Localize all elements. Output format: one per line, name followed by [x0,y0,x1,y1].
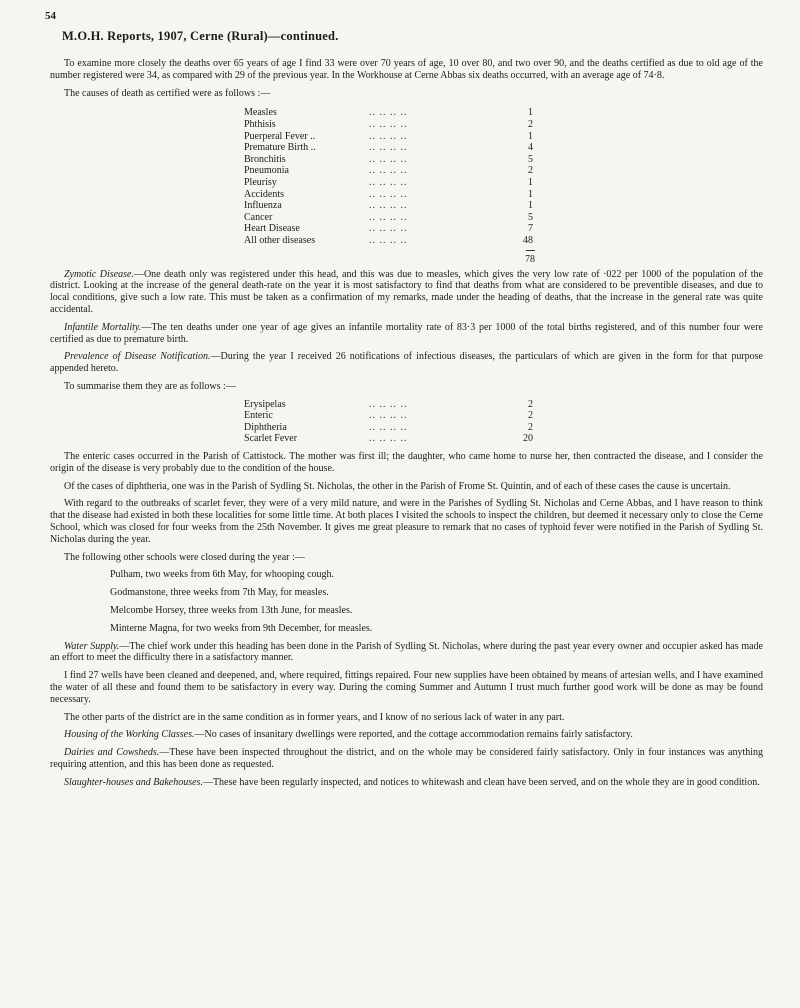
closed-school-item: Pulham, two weeks from 6th May, for whooping cough. [110,569,335,581]
row-value: 2 [528,421,533,433]
enteric-paragraph: The enteric cases occurred in the Parish of Cattistock. The mother was first ill; the daughter, who came home to nurse her, then contracted the disease, and I consider the origin of the disease is very probably due to the condition of the house. [50,451,763,474]
water-text: —The chief work under this heading has been done in the Parish of Sydling St. Nicholas, where during the past year every owner and occupier asked has made an effort to meet the difficulty there in a satisfactory manner. [50,640,763,664]
housing-paragraph [50,729,763,741]
housing-heading: Housing of the Working Classes. [64,729,195,741]
row-label: Cancer [244,211,273,223]
slaughter-paragraph [50,777,763,789]
row-label: Heart Disease [244,223,300,235]
row-value: 2 [528,410,533,422]
infantile-paragraph [50,322,763,346]
dairies-text: —These have been inspected throughout the district, and on the whole may be considered fairly satisfactory. Only in four instances was anything requiring attention, and this has been done as requested. [50,747,764,770]
leader-dots: .. .. .. .. [369,176,408,188]
table-row [244,410,533,422]
other-parts-paragraph: The other parts of the district are in the same condition as in former years, and I know of no serious lack of water in any part. [64,711,565,723]
leader-dots: .. .. .. .. [369,398,408,410]
row-label: Accidents [244,188,284,200]
leader-dots: .. .. .. .. [369,142,408,154]
leader-dots: .. .. .. .. [369,234,408,246]
causes-total-row [244,247,763,269]
closed-school-item: Melcombe Horsey, three weeks from 13th June, for measles. [110,605,353,617]
row-value: 4 [528,142,533,154]
page-header: M.O.H. Reports, 1907, Cerne (Rural)—continued. [62,29,339,43]
leader-dots: .. .. .. .. [369,200,408,212]
water-paragraph [50,641,763,665]
row-value: 7 [528,223,533,235]
row-label: Measles [244,107,277,119]
deaths-paragraph: To examine more closely the deaths over 65 years of age I find 33 were over 70 years of age, 10 over 80, and two over 90, and the deaths certified as due to old age of the number registered were 34, as compared with 29 of the previous year. In the Workhouse at Cerne Abbas six deaths occurred, with an average age of 74·8. [50,58,763,81]
wells-paragraph: I find 27 wells have been cleaned and deepened, and, where required, fittings repaired. Four new supplies have been obtained by means of artesian wells, and I have examined the water of all these and found them to be satisfactory in every way. During the coming Summer and Autumn I trust much further good work will be done as may be found necessary. [50,670,763,705]
leader-dots: .. .. .. .. [369,118,408,130]
causes-of-death-table [244,107,533,246]
zymotic-text: —One death only was registered under this head, and this was due to measles, which gives the very low rate of ·022 per 1000 of the population of the district. Looking at the increase of the general death-rate on the year it is most satisfactory to find that deaths from what are considered to be preventible diseases, and due to local conditions, give such a low rate. This must be taken as a confirmation of my remarks, made under the heading of deaths, that the increase in the general rate was quite accidental. [50,268,763,315]
housing-text: —No cases of insanitary dwellings were reported, and the cottage accommodation remains fairly satisfactory. [194,729,633,741]
table-row [244,189,533,201]
row-value: 1 [528,107,533,119]
row-value: 48 [523,234,533,246]
leader-dots: .. .. .. .. [369,223,408,235]
slaughter-heading: Slaughter-houses and Bakehouses. [64,776,203,788]
closed-school-item: Minterne Magna, for two weeks from 9th December, for measles. [110,622,373,634]
row-label: Pneumonia [244,165,289,177]
table-row [244,433,533,445]
table-row [244,200,533,212]
page-number: 54 [45,10,56,22]
table-row [244,154,533,166]
table-row [244,142,533,154]
row-label: Scarlet Fever [244,433,298,445]
leader-dots: .. .. .. .. [369,107,408,119]
closed-schools-list [110,569,763,634]
summarise-intro: To summarise them they are as follows :— [64,380,236,392]
schools-intro: The following other schools were closed during the year :— [64,551,305,563]
dairies-paragraph [50,747,763,771]
row-value: 20 [523,433,533,445]
row-label: Premature Birth .. [244,142,316,154]
row-label: Diphtheria [244,421,287,433]
table-row [244,223,533,235]
prevalence-text: —During the year I received 26 notifications of infectious diseases, the particulars of which are given in the form for that purpose appended hereto. [50,351,763,375]
row-value: 5 [528,153,533,165]
leader-dots: .. .. .. .. [369,188,408,200]
document-body [50,58,763,795]
infantile-heading: Infantile Mortality. [64,321,142,333]
row-label: Pleurisy [244,176,277,188]
table-row [244,177,533,189]
diphtheria-paragraph: Of the cases of diphtheria, one was in the Parish of Sydling St. Nicholas, the other in the Parish of Frome St. Quintin, and of each of these cases the cause is uncertain. [64,480,731,492]
table-row [244,422,533,434]
total-rule [526,250,535,251]
row-label: Puerperal Fever .. [244,130,316,142]
row-label: All other diseases [244,234,316,246]
table-row [244,212,533,224]
leader-dots: .. .. .. .. [369,165,408,177]
row-value: 5 [528,211,533,223]
scarlet-fever-paragraph: With regard to the outbreaks of scarlet fever, they were of a very mild nature, and were in the Parishes of Sydling St. Nicholas and Cerne Abbas, and I have reason to think that the disease had existed in both these localities for some little time. At both places I visited the schools to inspect the children, but deemed it necessary only to close the Cerne School, which was closed for four weeks from the 25th November. It gives me great pleasure to remark that no cases of typhoid fever were notified in the Parish of Sydling St. Nicholas during the year. [50,498,763,545]
leader-dots: .. .. .. .. [369,421,408,433]
notifications-table [244,399,533,445]
infantile-text: —The ten deaths under one year of age gives an infantile mortality rate of 83·3 per 1000 of the total births registered, and of this number four were certified as due to premature birth. [50,321,763,345]
causes-intro: The causes of death as certified were as follows :— [64,87,271,99]
row-value: 1 [528,130,533,142]
dairies-heading: Dairies and Cowsheds. [64,747,160,759]
row-label: Bronchitis [244,153,286,165]
table-row [244,119,533,131]
row-value: 2 [528,398,533,410]
causes-total: 78 [525,253,535,265]
leader-dots: .. .. .. .. [369,410,408,422]
row-value: 2 [528,165,533,177]
row-value: 1 [528,200,533,212]
prevalence-paragraph [50,351,763,375]
zymotic-paragraph [50,269,763,316]
row-value: 1 [528,188,533,200]
table-row [244,235,533,247]
leader-dots: .. .. .. .. [369,153,408,165]
closed-school-item: Godmanstone, three weeks from 7th May, for measles. [110,587,329,599]
table-row [244,107,533,119]
row-label: Phthisis [244,118,276,130]
zymotic-heading: Zymotic Disease. [64,268,134,280]
prevalence-heading: Prevalence of Disease Notification. [64,351,211,363]
leader-dots: .. .. .. .. [369,211,408,223]
water-heading: Water Supply. [64,640,120,652]
slaughter-text: —These have been regularly inspected, and notices to whitewash and clean have been served, and on the whole they are in good condition. [202,776,760,788]
table-row [244,165,533,177]
table-row [244,131,533,143]
row-label: Erysipelas [244,398,286,410]
row-label: Enteric [244,410,273,422]
row-label: Influenza [244,200,282,212]
leader-dots: .. .. .. .. [369,130,408,142]
row-value: 1 [528,176,533,188]
row-value: 2 [528,118,533,130]
table-row [244,399,533,411]
leader-dots: .. .. .. .. [369,433,408,445]
